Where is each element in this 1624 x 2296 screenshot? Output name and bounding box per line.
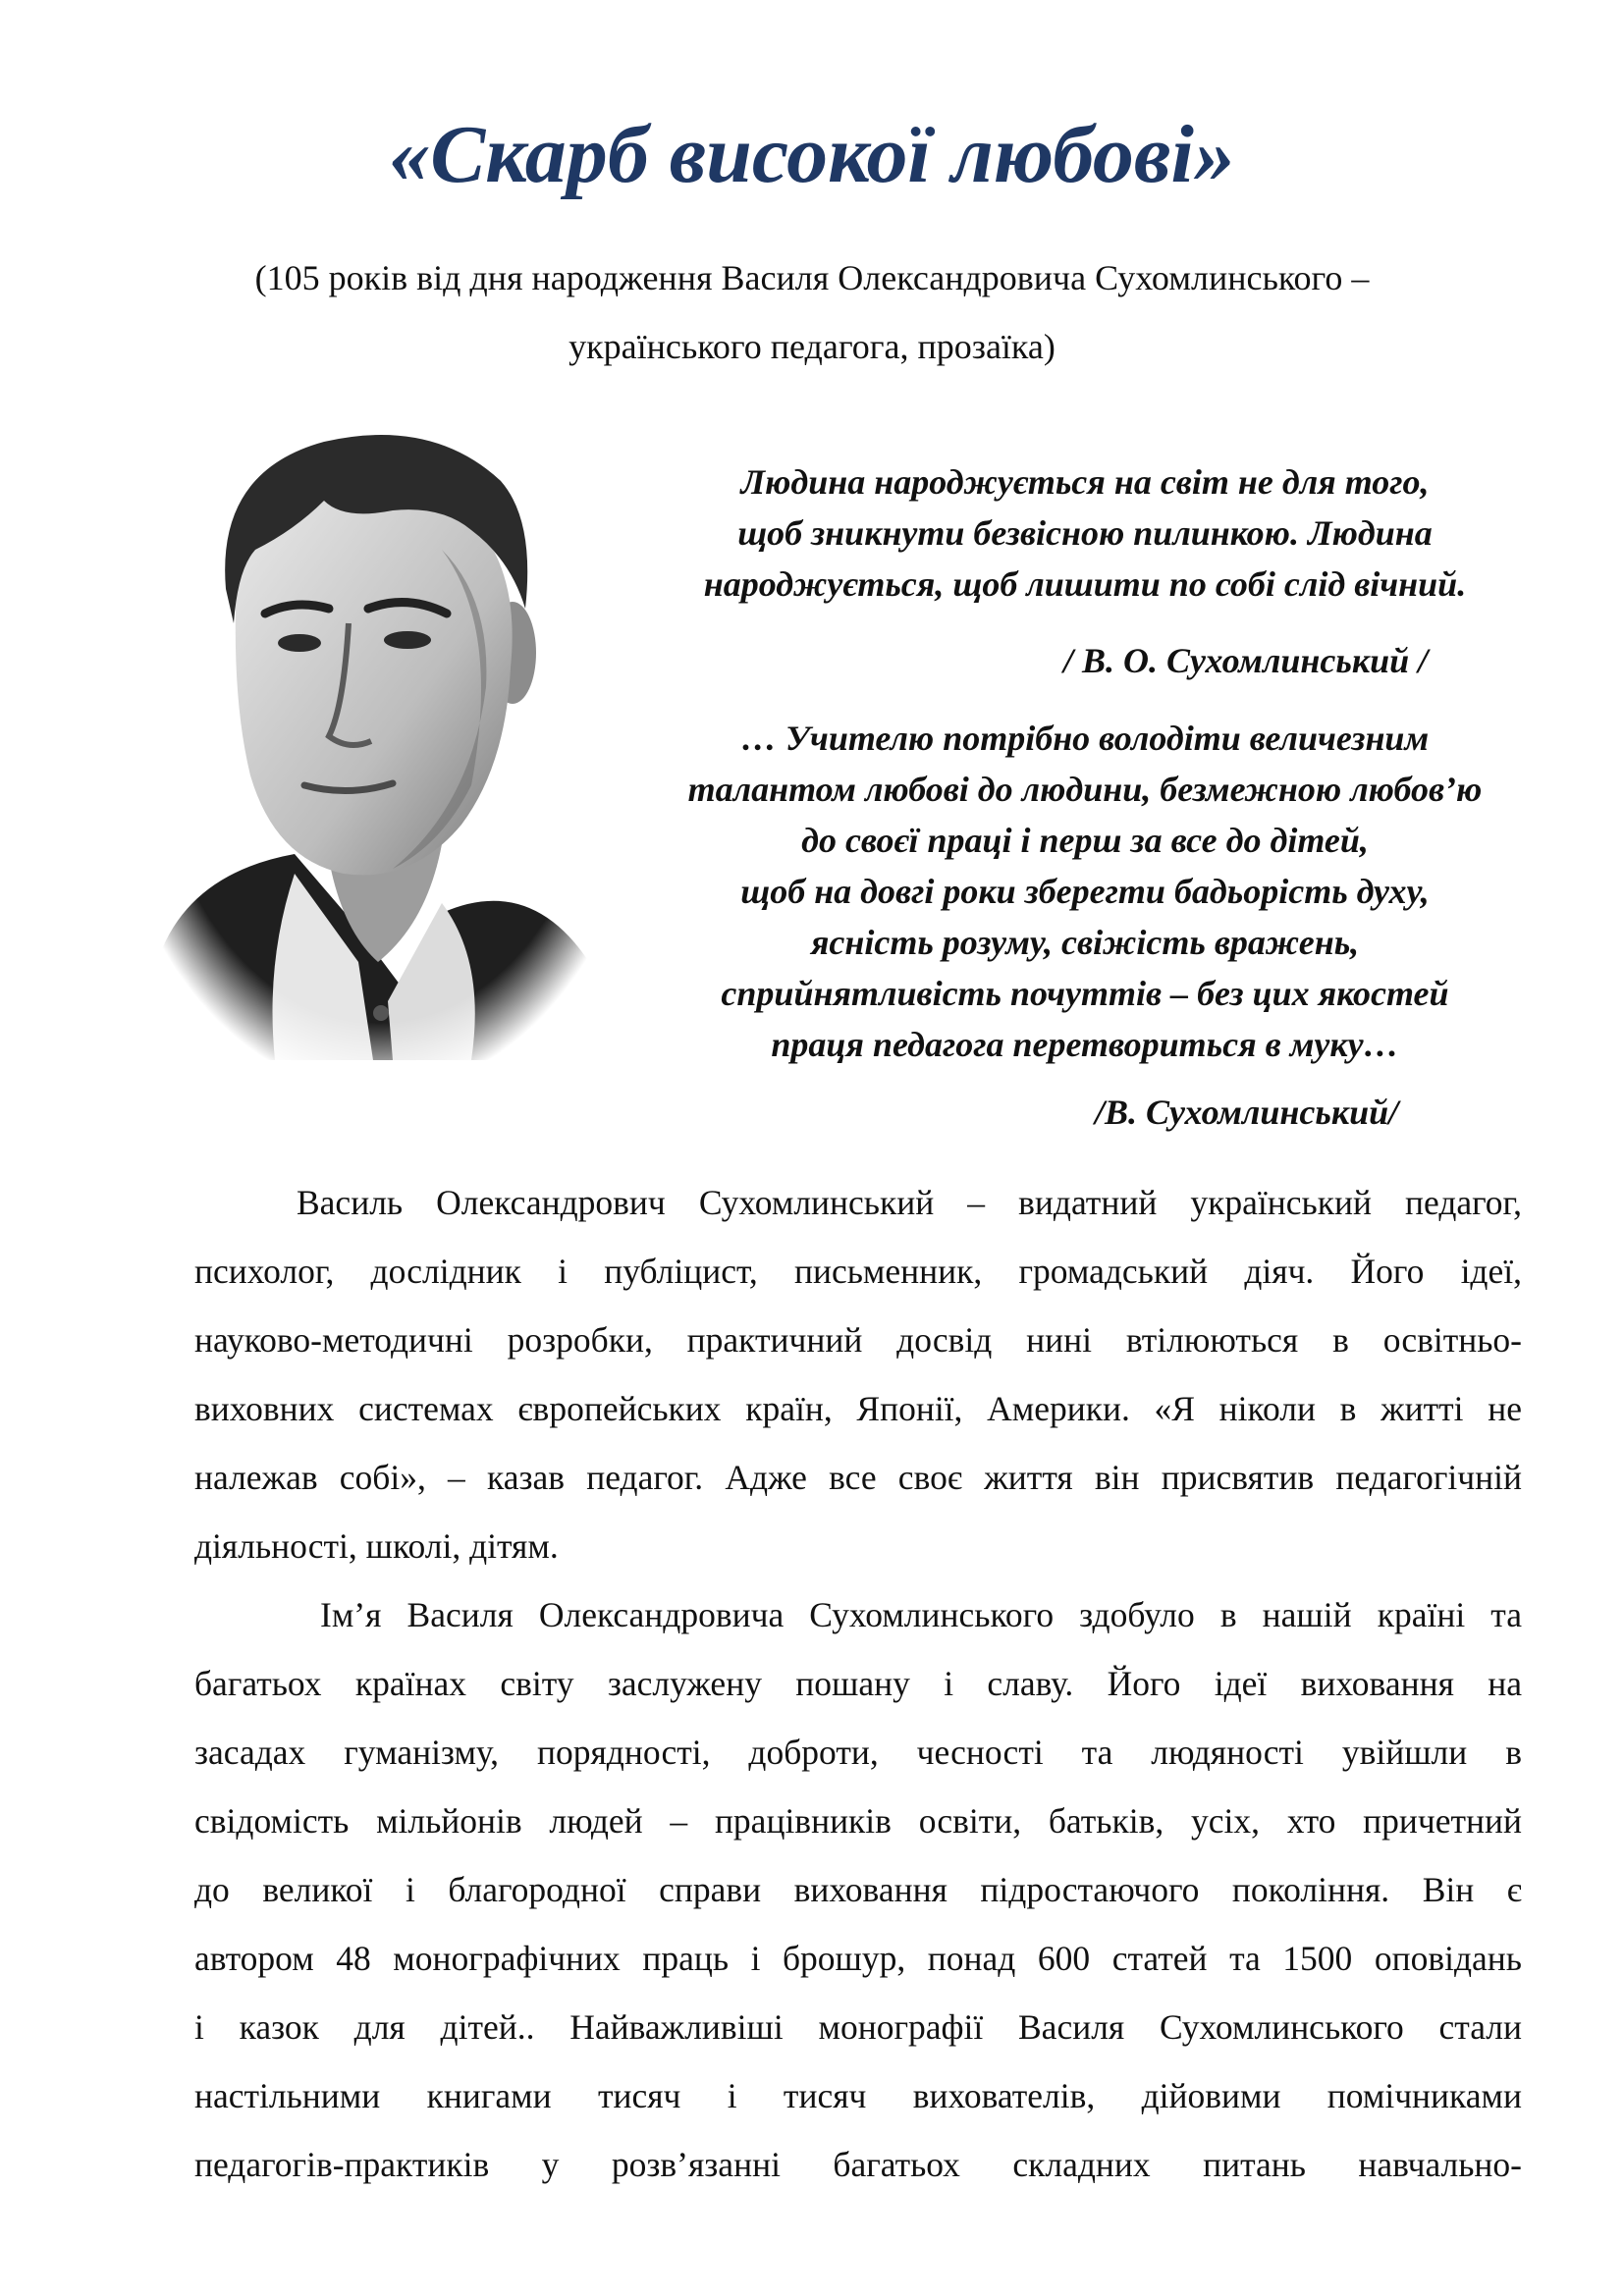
subtitle-line: українського педагога, прозаїка) [568, 327, 1056, 366]
paragraph-line: і казок для дітей.. Найважливіші монографії Василя Сухомлинського стали [194, 2007, 1522, 2047]
portrait-photo [147, 412, 609, 1060]
quote-line: до своєї праці і перш за все до дітей, [801, 821, 1369, 860]
paragraph-line: до великої і благородної справи виховання підростаючого покоління. Він є [194, 1870, 1522, 1909]
quote-line: ясність розуму, свіжість вражень, [810, 923, 1360, 962]
body-paragraph-2 [194, 1580, 1522, 2199]
quote-line: сприйнятливість почуттів – без цих якостей [721, 974, 1449, 1013]
quote-line: талантом любові до людини, безмежною любов’ю [687, 770, 1483, 809]
quote-line: народжується, щоб лишити по собі слід вічний. [703, 564, 1467, 604]
paragraph-line: педагогів-практиків у розв’язанні багатьох складних питань навчально- [194, 2145, 1522, 2184]
paragraph-line: Василь Олександрович Сухомлинський – видатний український педагог, [297, 1183, 1522, 1222]
paragraph-line: виховних системах європейських країн, Японії, Америки. «Я ніколи в житті не [194, 1389, 1522, 1428]
paragraph-line: свідомість мільйонів людей – працівників освіти, батьків, усіх, хто причетний [194, 1801, 1522, 1841]
quote-line: щоб зникнути безвісною пилинкою. Людина [737, 513, 1433, 553]
paragraph-line: засадах гуманізму, порядності, доброти, чесності та людяності увійшли в [194, 1733, 1522, 1772]
quote-author-2: /В. Сухомлинський/ [1095, 1093, 1399, 1132]
paragraph-line: діяльності, школі, дітям. [194, 1526, 559, 1566]
subtitle [147, 243, 1477, 381]
paragraph-line: Ім’я Василя Олександровича Сухомлинського здобуло в нашій країні та [320, 1595, 1522, 1634]
quote-line: Людина народжується на світ не для того, [740, 462, 1430, 502]
paragraph-line: багатьох країнах світу заслужену пошану і славу. Його ідеї виховання на [194, 1664, 1522, 1703]
quote-line: щоб на довгі роки зберегти бадьорість духу, [740, 872, 1430, 911]
body-paragraph-1 [194, 1168, 1522, 1580]
page-title: «Скарб високої любові» [389, 109, 1235, 200]
epigraph-quote-1 [628, 456, 1542, 610]
epigraph-quote-2 [628, 713, 1542, 1070]
paragraph-line: психолог, дослідник і публіцист, письменник, громадський діяч. Його ідеї, [194, 1252, 1522, 1291]
quote-line: праця педагога перетвориться в муку… [771, 1025, 1399, 1064]
paragraph-line: науково-методичні розробки, практичний досвід нині втілюються в освітньо- [194, 1320, 1522, 1360]
subtitle-line: (105 років від дня народження Василя Олександровича Сухомлинського – [254, 258, 1370, 297]
paragraph-line: належав собі», – казав педагог. Адже все своє життя він присвятив педагогічній [194, 1458, 1522, 1497]
paragraph-line: автором 48 монографічних праць і брошур, понад 600 статей та 1500 оповідань [194, 1939, 1522, 1978]
quote-author-1: / В. О. Сухомлинський / [1063, 641, 1429, 680]
quote-line: … Учителю потрібно володіти величезним [740, 719, 1430, 758]
paragraph-line: настільними книгами тисяч і тисяч вихователів, дійовими помічниками [194, 2076, 1522, 2115]
